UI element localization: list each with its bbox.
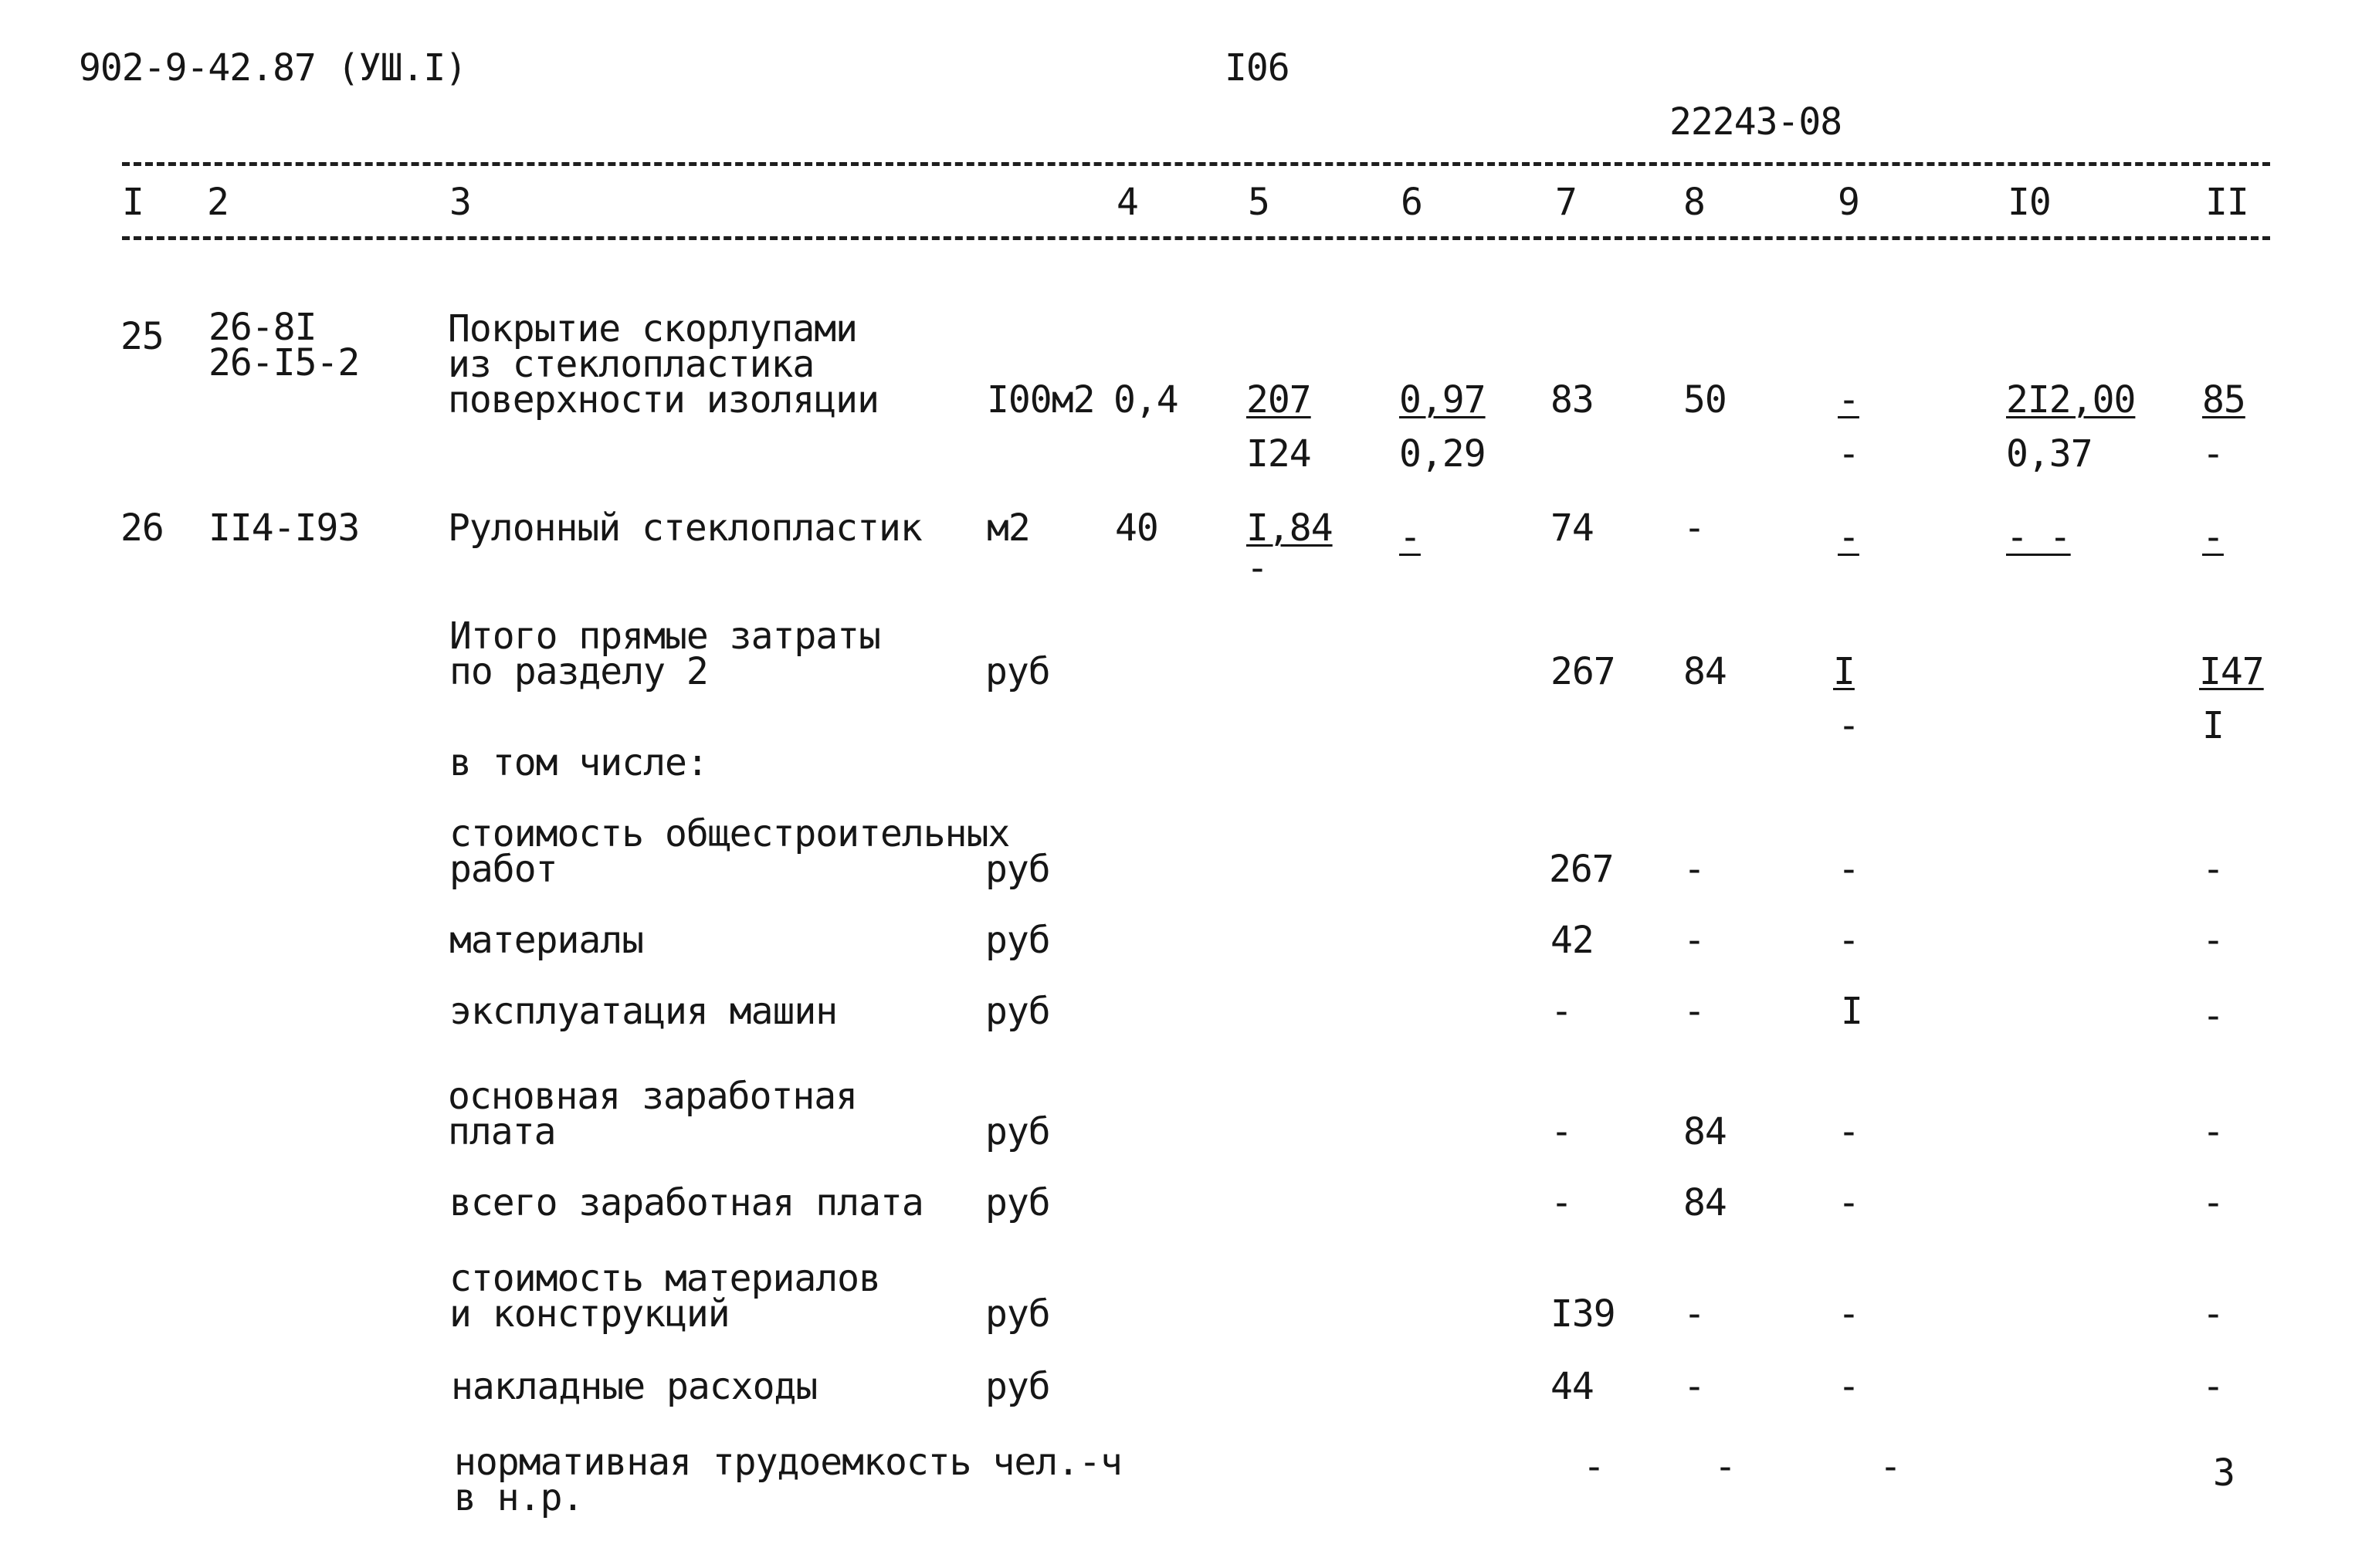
col9-value: - <box>1879 1445 1901 1488</box>
norm-code: II4-I93 <box>208 506 360 550</box>
total-label: по разделу 2 <box>449 650 708 693</box>
col11-value: I <box>2202 704 2224 747</box>
col11-value: - <box>2202 1110 2224 1153</box>
unit: руб <box>985 990 1050 1033</box>
col9-value: - <box>1838 848 1859 891</box>
col7-value: - <box>1550 990 1572 1033</box>
column-header-3: 3 <box>449 181 471 224</box>
col6-value: 0,97 <box>1399 378 1486 422</box>
breakdown-label: работ <box>449 848 557 891</box>
col9-value: - <box>1838 432 1859 476</box>
breakdown-label: эксплуатация машин <box>449 990 838 1033</box>
norm-code: 26-I5-2 <box>208 341 360 384</box>
column-header-9: 9 <box>1838 181 1859 224</box>
column-header-8: 8 <box>1683 181 1705 224</box>
unit: руб <box>985 1181 1050 1224</box>
unit: I00м2 <box>987 378 1095 422</box>
column-header-10: I0 <box>2008 181 2051 224</box>
col11-value: - <box>2202 516 2224 559</box>
breakdown-label: материалы <box>449 919 644 962</box>
col11-value: 85 <box>2202 378 2245 422</box>
col8-value: - <box>1683 919 1705 962</box>
col8-value: 84 <box>1683 1110 1727 1153</box>
col8-value: - <box>1714 1445 1736 1488</box>
col7-value: 74 <box>1550 506 1594 550</box>
including-label: в том числе: <box>449 741 708 784</box>
col8-value: - <box>1683 1292 1705 1336</box>
breakdown-label: стоимость материалов <box>449 1257 880 1300</box>
quantity: 0,4 <box>1113 378 1178 422</box>
col5-value: I,84 <box>1246 506 1333 550</box>
col8-value: 84 <box>1683 650 1727 693</box>
col9-value: - <box>1838 1181 1859 1224</box>
col11-value: - <box>2202 848 2224 891</box>
breakdown-label: нормативная трудоемкость чел.-ч <box>454 1441 1122 1484</box>
row-number: 25 <box>120 315 164 358</box>
quantity: 40 <box>1115 506 1158 550</box>
column-header-5: 5 <box>1248 181 1269 224</box>
col7-value: I39 <box>1550 1292 1615 1336</box>
col7-value: 267 <box>1549 848 1614 891</box>
col9-value: - <box>1838 1110 1859 1153</box>
breakdown-label: в н.р. <box>454 1476 584 1519</box>
column-header-2: 2 <box>207 181 229 224</box>
col11-value: - <box>2202 919 2224 962</box>
header-top-rule <box>122 162 2270 166</box>
col11-value: - <box>2202 1181 2224 1224</box>
col9-value: - <box>1838 1365 1859 1408</box>
col9-value: - <box>1838 378 1859 422</box>
col5-value: - <box>1246 547 1268 590</box>
unit: руб <box>985 1110 1050 1153</box>
unit: руб <box>985 1365 1050 1408</box>
col10-value: 0,37 <box>2006 432 2093 476</box>
col9-value: I <box>1833 650 1855 693</box>
column-header-7: 7 <box>1555 181 1577 224</box>
unit: руб <box>985 919 1050 962</box>
header-bottom-rule <box>122 236 2270 240</box>
col7-value: - <box>1583 1445 1605 1488</box>
breakdown-label: всего заработная плата <box>449 1181 923 1224</box>
col5-value: 207 <box>1246 378 1311 422</box>
col5-value: I24 <box>1246 432 1311 476</box>
col9-value: I <box>1841 990 1862 1033</box>
col9-value: - <box>1838 704 1859 747</box>
col7-value: 83 <box>1550 378 1594 422</box>
col8-value: - <box>1683 848 1705 891</box>
col7-value: 267 <box>1550 650 1615 693</box>
col6-value: 0,29 <box>1399 432 1486 476</box>
breakdown-label: плата <box>448 1110 556 1153</box>
col8-value: - <box>1683 506 1705 550</box>
work-name: Рулонный стеклопластик <box>448 506 922 550</box>
col7-value: - <box>1550 1181 1572 1224</box>
breakdown-label: основная заработная <box>448 1075 858 1118</box>
unit: руб <box>985 1292 1050 1336</box>
document-code: 902-9-42.87 (УШ.I) <box>79 46 467 90</box>
row-number: 26 <box>120 506 164 550</box>
work-name: из стеклопластика <box>448 343 815 386</box>
col9-value: - <box>1838 516 1859 559</box>
breakdown-label: и конструкций <box>449 1292 730 1336</box>
col9-value: - <box>1838 919 1859 962</box>
col10-value: - - <box>2006 516 2071 559</box>
col11-value: - <box>2202 1292 2224 1336</box>
col10-value: 2I2,00 <box>2006 378 2136 422</box>
col7-value: - <box>1550 1110 1572 1153</box>
col8-value: 84 <box>1683 1181 1727 1224</box>
unit: руб <box>985 650 1050 693</box>
col9-value: - <box>1838 1292 1859 1336</box>
breakdown-label: накладные расходы <box>451 1365 818 1408</box>
column-header-1: I <box>122 181 144 224</box>
col6-value: - <box>1399 516 1421 559</box>
col7-value: 44 <box>1550 1365 1594 1408</box>
breakdown-label: стоимость общестроительных <box>449 812 1010 855</box>
col11-value: - <box>2202 432 2224 476</box>
col11-value: - <box>2202 1365 2224 1408</box>
page-number: I06 <box>1225 46 1289 90</box>
work-name: поверхности изоляции <box>448 378 879 422</box>
unit: руб <box>985 848 1050 891</box>
column-header-11: II <box>2205 181 2248 224</box>
total-label: Итого прямые затраты <box>449 615 880 658</box>
col11-value: I47 <box>2199 650 2264 693</box>
work-name: Покрытие скорлупами <box>448 307 858 351</box>
column-header-4: 4 <box>1117 181 1138 224</box>
inventory-number: 22243-08 <box>1669 100 1842 144</box>
col8-value: - <box>1683 990 1705 1033</box>
unit: м2 <box>987 506 1030 550</box>
column-header-6: 6 <box>1401 181 1422 224</box>
col7-value: 42 <box>1550 919 1594 962</box>
norm-code: 26-8I <box>208 306 317 349</box>
col11-value: 3 <box>2213 1451 2235 1495</box>
col11-value: - <box>2202 994 2224 1038</box>
col8-value: - <box>1683 1365 1705 1408</box>
col8-value: 50 <box>1683 378 1727 422</box>
